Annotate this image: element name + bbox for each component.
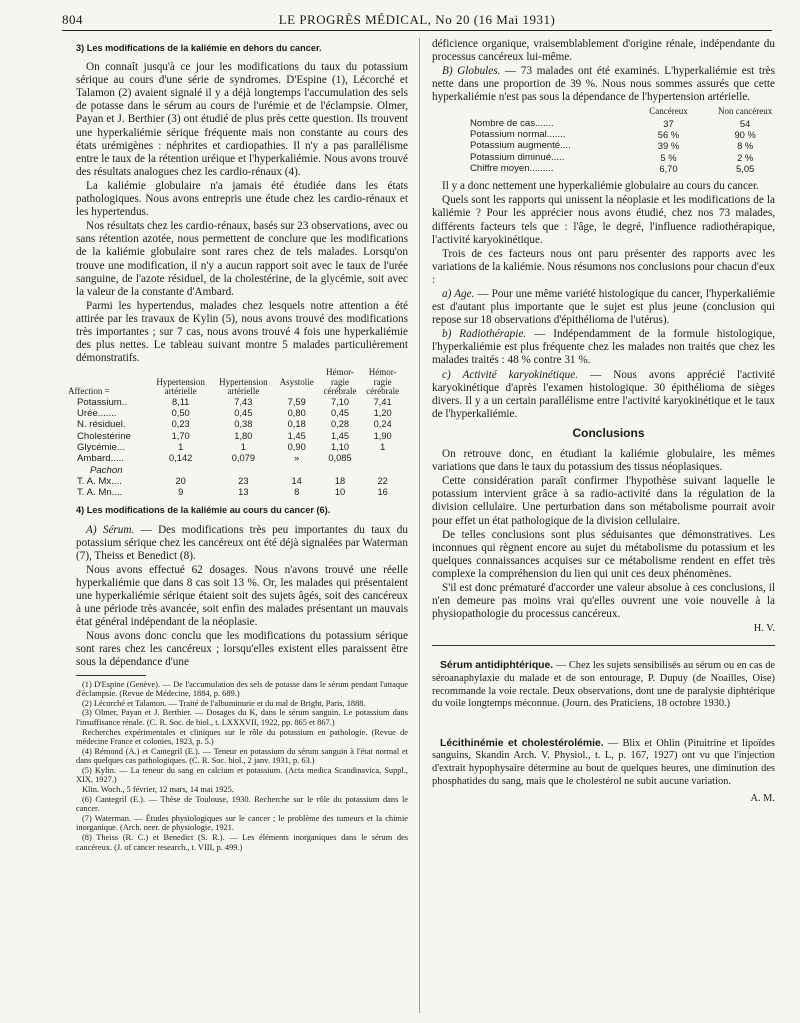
pachon-label: Pachon bbox=[90, 464, 123, 476]
table-cell: 54 bbox=[739, 117, 751, 129]
paragraph bbox=[432, 288, 775, 327]
paragraph: La kaliémie globulaire n'a jamais été étudiée dans les états pathologiques. Nous avons entrepris une étude chez les cardio-rénaux et les hypertendus. bbox=[76, 179, 408, 219]
footnote: (2) Lécorché et Talamon. — Traité de l'albuminurie et du mal de Bright, Paris, 1888. bbox=[82, 698, 366, 708]
header-line: cérébrale bbox=[366, 386, 400, 397]
row-label: T. A. Mx.... bbox=[77, 475, 122, 487]
table-header: Non cancéreux bbox=[718, 106, 773, 117]
table-header bbox=[275, 368, 319, 397]
table-row bbox=[470, 163, 790, 174]
table-cell: 0,18 bbox=[287, 419, 306, 430]
table-cell: 8,11 bbox=[171, 396, 190, 407]
table-header bbox=[319, 368, 362, 397]
table-cell: 1,10 bbox=[330, 441, 350, 452]
review-text: — Blix et Ohlin (Pituitrine et lipoïdes sanguins, Skandin Arch. V. Physiol., t. L, p. 167, 1927) ont vu que l'injection d'extrait hypophysaire détermine au bout de quelques heures, une diminution des phosphatides du sang, mais que le cholestérol ne subit aucune variation. bbox=[432, 737, 775, 787]
table-cell: 20 bbox=[175, 475, 186, 486]
table-cell: 0,45 bbox=[330, 408, 350, 419]
table-cell: 90 % bbox=[734, 129, 756, 141]
table-row bbox=[470, 140, 790, 151]
table-cell: 1 bbox=[178, 441, 184, 452]
paragraph-label: B) Globules. bbox=[442, 65, 501, 78]
paragraph-label: b) Radiothérapie. bbox=[442, 328, 527, 341]
row-label: N. résiduel. bbox=[77, 419, 126, 431]
review-item bbox=[432, 660, 775, 710]
table-cell: 0,50 bbox=[171, 408, 190, 419]
table-cell: 22 bbox=[377, 475, 388, 486]
table-cell: 1 bbox=[240, 441, 246, 452]
paragraph: Nous avons donc conclu que les modifications du potassium sérique sont rares chez les cancéreux ; lorsqu'elles existent elles paraissent être sous la dépendance d'une bbox=[76, 630, 408, 669]
table-cell: 18 bbox=[334, 475, 346, 486]
section-3-title: 3) Les modifications de la kaliémie en dehors du cancer. bbox=[76, 43, 322, 53]
paragraph: Cette considération paraît confirmer l'hypothèse suivant laquelle le potassium intervient grâce à sa radio-activité dans la régulation de la division cellulaire. Une perturbation dans son métabolisme pourrait avoir pour effet un état pathologique de la division cellulaire. bbox=[432, 475, 775, 527]
table-row bbox=[68, 487, 404, 498]
table-cell bbox=[361, 453, 404, 464]
signature: H. V. bbox=[753, 623, 775, 635]
table-cell: 7,41 bbox=[373, 396, 392, 407]
table-cell: 1,45 bbox=[330, 430, 350, 441]
header-line: Hémor- bbox=[326, 367, 354, 378]
paragraph: Nos résultats chez les cardio-rénaux, basés sur 23 observations, avec ou sans rétention azotée, nous permettent de conclure que les modifications de la kaliémie globulaire sont rares chez de tels malades. Lorsqu'on trouve une modification, il n'y a aucun rapport soit avec le taux de l'urée sanguine, de l'azote résiduel, de la cholestérine, de la glycémie, soit avec la valeur de la constante d'Ambard. bbox=[76, 220, 408, 298]
paragraph-label: A) Sérum. bbox=[86, 523, 135, 536]
table-cell: 0,80 bbox=[287, 408, 306, 419]
row-label: Potassium normal....... bbox=[470, 129, 566, 141]
table-cell: 8 bbox=[294, 487, 300, 498]
signature bbox=[432, 715, 775, 728]
table-cell: 23 bbox=[238, 475, 249, 486]
table-cell: 1,80 bbox=[234, 430, 253, 441]
table-cell: 0,90 bbox=[287, 441, 306, 452]
footnotes bbox=[76, 680, 408, 853]
table-cell: 14 bbox=[291, 475, 302, 486]
table-header-affection: Affection = bbox=[68, 386, 110, 397]
review-title: Sérum antidiphtérique. bbox=[440, 660, 554, 672]
header-line: Hypertension bbox=[156, 376, 205, 387]
table-cell: 39 % bbox=[657, 140, 680, 152]
paragraph: S'il est donc prématuré d'accorder une valeur absolue à ces conclusions, il n'en demeure pas moins vrai qu'elles ouvrent une voie nouvelle à la physiopathologie du processus cancéreux. bbox=[432, 581, 775, 621]
row-label: Glycémie... bbox=[77, 441, 125, 453]
row-label: Chiffre moyen......... bbox=[470, 162, 554, 174]
table-row bbox=[68, 431, 404, 442]
table-cell: 13 bbox=[238, 487, 249, 498]
paragraph-text: — Pour une même variété histologique du cancer, l'hyperkaliémie est d'autant plus importante que le sujet est plus jeune (conclusion qui repose sur 18 observations d'épithélioma de l'utérus). bbox=[432, 288, 775, 327]
paragraph bbox=[432, 369, 775, 421]
footnote-rule bbox=[76, 675, 146, 676]
table-cell: 10 bbox=[334, 487, 346, 498]
table-cell: 6,70 bbox=[659, 162, 678, 174]
table-cell: 9 bbox=[178, 487, 184, 498]
row-label: Cholestérine bbox=[77, 430, 131, 442]
table-cell: 7,59 bbox=[287, 396, 306, 407]
table-cell: 0,24 bbox=[373, 419, 392, 430]
table-cell: 0,142 bbox=[169, 453, 193, 464]
table-cell: 1,70 bbox=[171, 430, 190, 441]
header-line: Asystolie bbox=[279, 376, 314, 387]
footnote: Klin. Woch., 5 février, 12 mars, 14 mai 1925. bbox=[82, 785, 234, 795]
table-cell: 1,90 bbox=[373, 430, 392, 441]
header-line: ragie bbox=[373, 376, 392, 387]
section-rule bbox=[432, 645, 775, 646]
table-row bbox=[68, 408, 404, 419]
header-line: Hypertension bbox=[219, 376, 268, 387]
paragraph: On connaît jusqu'à ce jour les modifications du taux du potassium sérique au cours d'une série de syndromes. D'Espine (1), Lécorché et Talamon (2) avaient signalé il y a déjà longtemps l'accumulation des sels de potasse dans le sérum au cours de l'urémie et de l'éclampsie. Olmer, Payan et J. Berthier (3) ont étudié de plus près cette question. Ils trouvent une hyperkaliémie sérique fréquente mais non constante au cours des états urémigènes : néphrites et cardiopathies. Il n'y a pas parallélisme entre le taux de la rétention uréique et l'hyperkaliémie. Nous avons trouvé des résultats analogues chez les cardio-rénaux (4). bbox=[76, 61, 408, 178]
row-label: Ambard..... bbox=[77, 453, 124, 465]
header-line: artérielle bbox=[164, 386, 197, 397]
table-cell: 1,20 bbox=[373, 408, 392, 419]
table-cell: 8 % bbox=[737, 140, 754, 152]
table-cell: 0,28 bbox=[330, 419, 350, 430]
footnote: Recherches expérimentales et cliniques sur le rôle du potassium en pathologie. (Revue de médecine France et colonies, 1923, p. 5.) bbox=[76, 727, 408, 747]
review-title: Lécithinémie et cholestérolémie. bbox=[440, 737, 604, 749]
table-header bbox=[361, 368, 404, 397]
table-cell: 0,45 bbox=[234, 408, 253, 419]
header-line: Hémor- bbox=[368, 367, 397, 378]
table-row bbox=[68, 453, 404, 464]
footnote: (1) D'Espine (Genève). — De l'accumulation des sels de potasse dans le sérum pendant l'attaque d'éclampsie. (Revue de Médecine, 1884, p. 689.) bbox=[76, 679, 408, 699]
paragraph: Parmi les hypertendus, malades chez lesquels notre attention a été attirée par les travaux de Kylin (5), nous avons trouvé des modifications très importantes ; sur 7 cas, nous avons trouvé 4 fois une hyperkaliémie des plus nettes. Le tableau suivant montre 5 malades particulièrement démonstratifs. bbox=[76, 299, 408, 365]
review-text: — Chez les sujets sensibilisés au sérum ou en cas de séroanaphylaxie du malade et de son entourage, P. Dupuy (de Noailles, Oise) recommande la voie rectale. Deux observations, dont une de paralysie diphtérique du voile longtemps méconnue. (Journ. des Praticiens, 18 octobre 1930.) bbox=[432, 660, 775, 710]
row-label: Potassium diminué..... bbox=[470, 151, 565, 163]
page-header bbox=[62, 8, 772, 31]
review-item bbox=[432, 738, 775, 788]
conclusions-title: Conclusions bbox=[572, 425, 645, 440]
signature: A. M. bbox=[750, 793, 775, 805]
paragraph: Il y a donc nettement une hyperkaliémie globulaire au cours du cancer. bbox=[442, 180, 759, 193]
footnote: (8) Theiss (R. C.) et Benedict (S. R.). — Les éléments inorganiques dans le sérum des cancéreux. (J. of cancer research., t. VIII, p. 499.) bbox=[76, 833, 408, 852]
paragraph-text: — 73 malades ont été examinés. L'hyperkaliémie est très nette dans une proportion de 39 %. Nous nous sommes assurés que cette hyperkaliémie n'est pas sous la dépendance de l'hypertension artérielle. bbox=[432, 65, 775, 104]
section-4-title: 4) Les modifications de la kaliémie au cours du cancer (6). bbox=[76, 505, 331, 516]
row-label: Potassium.. bbox=[77, 396, 128, 408]
table-cell: 0,085 bbox=[328, 453, 352, 464]
table-row bbox=[470, 129, 790, 140]
table-header-blank bbox=[470, 106, 637, 117]
table-row bbox=[68, 465, 404, 476]
footnote: (4) Rémond (A.) et Cantegril (E.). — Teneur en potassium du sérum sanguin à l'état normal et dans quelques cas pathologiques. (C. R. Soc. biol., 2 janv. 1931, p. 63.) bbox=[76, 746, 408, 766]
table-row bbox=[470, 118, 790, 129]
table-cell: 0,38 bbox=[234, 419, 253, 430]
header-line: artérielle bbox=[227, 386, 260, 397]
paragraph: On retrouve donc, en étudiant la kaliémie globulaire, les mêmes variations que dans le taux du potassium des tissus néoplasiques. bbox=[432, 448, 775, 474]
table-cell: 5 % bbox=[660, 151, 677, 163]
table-header bbox=[212, 368, 275, 397]
paragraph-text: — Nous avons apprécié l'activité karyokinétique d'après l'examen histologique. 30 épithélioma de sièges divers. Il y a un certain parallélisme entre l'activité karyokinétique et le taux de l'hyperkaliémie. bbox=[432, 368, 775, 420]
footnote: (6) Cantegril (E.). — Thèse de Toulouse, 1930. Recherche sur le rôle du potassium dans le cancer. bbox=[76, 794, 408, 814]
paragraph: Nous avons effectué 62 dosages. Nous n'avons trouvé une réelle hyperkaliémie que dans 8 cas soit 13 %. Or, les malades qui présentaient une hyperkaliémie sérique étaient soit des sujets âgés, soit des cancéreux à une période très avancée, soit enfin des malades présentant un mauvais état général indépendant de la néoplasie. bbox=[76, 563, 408, 629]
table-cell: 7,43 bbox=[234, 396, 253, 407]
header-line: ragie bbox=[331, 376, 349, 387]
paragraph: déficience organique, vraisemblablement d'origine rénale, indépendante du processus cancéreux lui-même. bbox=[432, 38, 775, 64]
row-label: Potassium augmenté.... bbox=[470, 140, 571, 152]
paragraph-text: — Des modifications très peu importantes du taux du potassium sérique chez les cancéreux ont été déjà signalées par Waterman (7), Theiss et Benedict (8). bbox=[76, 523, 408, 562]
footnote: (5) Kylin. — La teneur du sang en calcium et potassium. (Acta medica Scandinavica, Suppl., XIX, 1927.) bbox=[76, 765, 408, 785]
table-row bbox=[68, 476, 404, 487]
running-title: LE PROGRÈS MÉDICAL, No 20 (16 Mai 1931) bbox=[278, 12, 556, 27]
table-cell: 0,23 bbox=[171, 419, 190, 430]
table-row bbox=[68, 419, 404, 430]
table-cell: 7,10 bbox=[330, 396, 350, 407]
right-column bbox=[432, 38, 775, 815]
paragraph: Trois de ces facteurs nous ont paru présenter des rapports avec les variations de la kaliémie. Nous résumons nos conclusions pour chacun d'eux : bbox=[432, 247, 775, 286]
table-cell: 5,05 bbox=[736, 162, 755, 174]
table-cell: 0,079 bbox=[231, 453, 255, 464]
row-label: Urée....... bbox=[77, 408, 117, 420]
table-header: Cancéreux bbox=[649, 106, 688, 117]
table-cell: 56 % bbox=[657, 129, 680, 141]
left-column bbox=[68, 38, 408, 852]
table-header bbox=[149, 368, 212, 397]
footnote: (3) Olmer, Payan et J. Berthier. — Dosages du K, dans le sérum sanguin. Le potassium dans l'insuffisance rénale. (C. R. Soc. de biol., t. LXXXVII, 1922, pp. 865 et 867.) bbox=[76, 708, 408, 727]
table-cell: 37 bbox=[663, 117, 674, 129]
paragraph-label: c) Activité karyokinétique. bbox=[442, 368, 578, 381]
row-label: Nombre de cas....... bbox=[470, 117, 554, 129]
row-label: T. A. Mn.... bbox=[77, 487, 123, 499]
kaliemia-table bbox=[68, 368, 404, 498]
column-divider bbox=[419, 38, 420, 1013]
table-cell: 1 bbox=[380, 441, 386, 452]
table-row bbox=[68, 397, 404, 408]
table-row bbox=[68, 442, 404, 453]
paragraph bbox=[432, 328, 775, 367]
paragraph-text: — Indépendamment de la formule histologique, l'hyperkaliémie est plus fréquente chez les malades non traités que chez les malades traités : 48 % contre 31 %. bbox=[432, 328, 775, 367]
header-line: cérébrale bbox=[323, 386, 357, 397]
footnote: (7) Waterman. — Études physiologiques sur le cancer ; le problème des tumeurs et la chimie inorganique. (Arch. neer. de physiologie, 1921. bbox=[76, 813, 408, 833]
paragraph: De telles conclusions sont plus séduisantes que démonstratives. Les inconnues qui règnent encore au sujet du métabolisme du potassium et les quelques connaissances acquises sur ce métabolisme rendent en effet très complexe la compréhension du lien qui unit ces deux phénomènes. bbox=[432, 528, 775, 580]
table-header-row bbox=[68, 368, 404, 397]
table-cell: 16 bbox=[377, 487, 388, 498]
table-cell: » bbox=[294, 453, 300, 464]
table-header-row bbox=[470, 106, 790, 117]
paragraph bbox=[76, 524, 408, 563]
paragraph bbox=[432, 65, 775, 104]
table-row bbox=[470, 152, 790, 163]
table-cell: 1,45 bbox=[287, 430, 306, 441]
table-cell: 2 % bbox=[737, 151, 754, 163]
paragraph: Quels sont les rapports qui unissent la néoplasie et les modifications de la kaliémie ? Pour les apprécier nous avons étudié, chez nos 73 malades, différents facteurs tels que : l'âge, le degré, l'influence radiothérapique, l'activité karyokinétique. bbox=[432, 194, 775, 246]
cancer-table bbox=[470, 106, 790, 174]
page-number: 804 bbox=[62, 12, 83, 27]
paragraph-label: a) Age. bbox=[442, 288, 475, 300]
